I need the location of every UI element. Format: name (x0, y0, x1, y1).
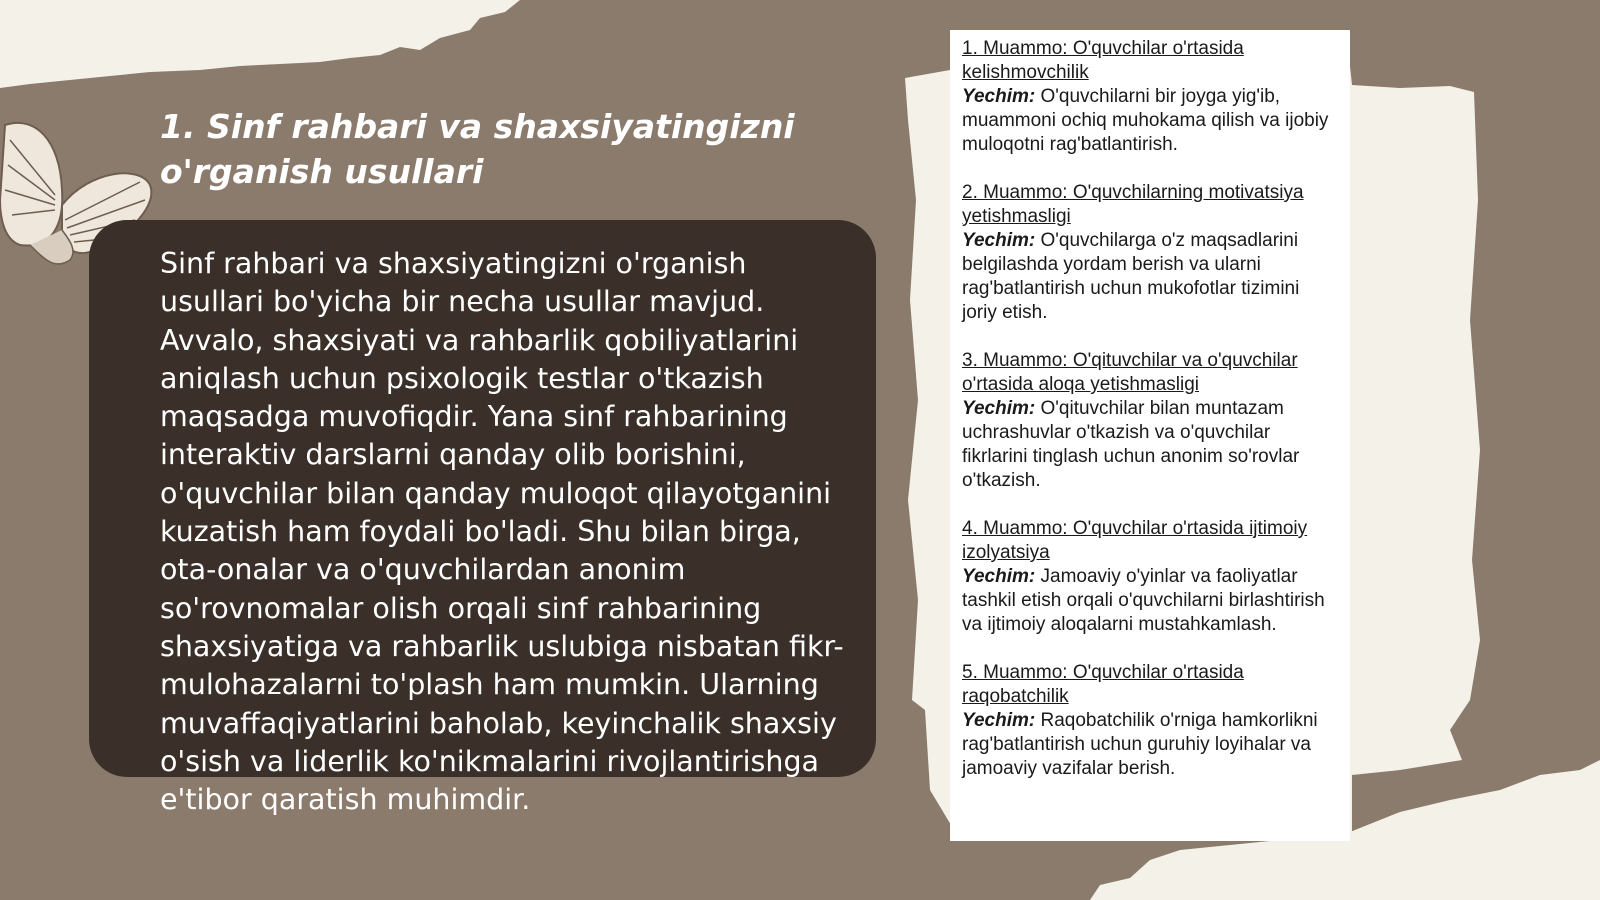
problem-solution-card (950, 30, 1350, 841)
problem-item-3 (962, 349, 1338, 493)
problem-heading: 4. Muammo: O'quvchilar o'rtasida ijtimoiy izolyatsiya (962, 518, 1308, 563)
problem-heading: 5. Muammo: O'quvchilar o'rtasida raqobatchilik (962, 662, 1244, 707)
solution-text: O'quvchilarga o'z maqsadlarini belgilashda yordam berish va ularni rag'batlantirish uchun mukofotlar tizimini joriy etish. (962, 230, 1300, 323)
solution-text: Raqobatchilik o'rniga hamkorlikni rag'batlantirish uchun guruhiy loyihalar va jamoaviy vazifalar berish. (962, 710, 1318, 779)
problem-heading: 1. Muammo: O'quvchilar o'rtasida kelishmovchilik (962, 38, 1244, 83)
slide-title: 1. Sinf rahbari va shaxsiyatingizni o'rganish usullari (160, 107, 795, 191)
solution-label: Yechim: (962, 86, 1036, 107)
solution-label: Yechim: (962, 710, 1036, 731)
solution-label: Yechim: (962, 398, 1036, 419)
problem-item-4 (962, 517, 1338, 637)
solution-text: Jamoaviy o'yinlar va faoliyatlar tashkil etish orqali o'quvchilarni birlashtirish va ijtimoiy aloqalarni mustahkamlash. (962, 566, 1325, 635)
problem-heading: 3. Muammo: O'qituvchilar va o'quvchilar o'rtasida aloqa yetishmasligi (962, 350, 1298, 395)
problem-heading: 2. Muammo: O'quvchilarning motivatsiya yetishmasligi (962, 182, 1304, 227)
solution-text: O'qituvchilar bilan muntazam uchrashuvlar o'tkazish va o'quvchilar fikrlarini tinglash uchun anonim so'rovlar o'tkazish. (962, 398, 1300, 491)
problem-item-5 (962, 661, 1338, 781)
problem-item-1 (962, 37, 1338, 157)
torn-paper-top-left (0, 0, 520, 88)
solution-label: Yechim: (962, 230, 1036, 251)
slide-body-text: Sinf rahbari va shaxsiyatingizni o'rganish usullari bo'yicha bir necha usullar mavjud. Avvalo, shaxsiyati va rahbarlik qobiliyatlarini aniqlash uchun psixologik testlar o'tkazish maqsadga muvofiqdir. Yana sinf rahbarining interaktiv darslarni qanday olib borishini, o'quvchilar bilan qanday muloqot qilayotganini kuzatish ham foydali bo'ladi. Shu bilan birga, ota-onalar va o'quvchilardan anonim so'rovnomalar olish orqali sinf rahbarining shaxsiyatiga va rahbarlik uslubiga nisbatan fikr-mulohazalarni to'plash ham mumkin. Ularning muvaffaqiyatlarini baholab, keyinchalik shaxsiy o'sish va liderlik ko'nikmalarini rivojlantirishga e'tibor qaratish muhimdir. (160, 247, 844, 817)
solution-label: Yechim: (962, 566, 1036, 587)
problem-item-2 (962, 181, 1338, 325)
solution-text: O'quvchilarni bir joyga yig'ib, muammoni ochiq muhokama qilish va ijobiy muloqotni rag'batlantirish. (962, 86, 1329, 155)
